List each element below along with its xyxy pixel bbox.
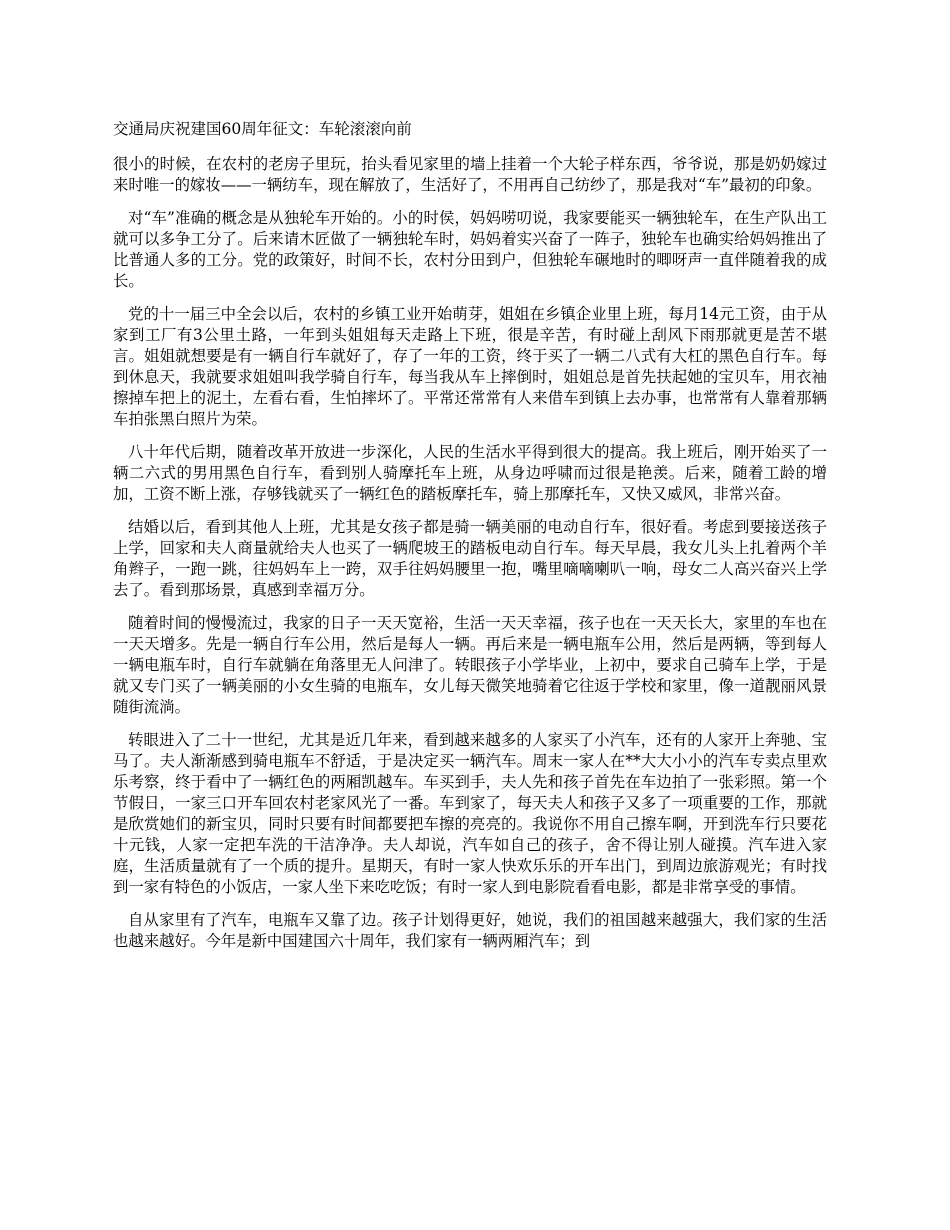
paragraph-1: 很小的时候，在农村的老房子里玩，抬头看见家里的墙上挂着一个大轮子样东西，爷爷说，那是奶奶嫁过来时唯一的嫁妆——一辆纺车，现在解放了，生活好了，不用再自己纺纱了，那是我对“车”最初的印象。 bbox=[113, 155, 827, 194]
paragraph-4: 八十年代后期，随着改革开放进一步深化，人民的生活水平得到很大的提高。我上班后，刚开始买了一辆二六式的男用黑色自行车，看到别人骑摩托车上班，从身边呼啸而过很是艳羡。后来，随着工龄的增加，工资不断上涨，存够钱就买了一辆红色的踏板摩托车，骑上那摩托车，又快又威风，非常兴奋。 bbox=[113, 443, 827, 503]
paragraph-8: 自从家里有了汽车，电瓶车又靠了边。孩子计划得更好，她说，我们的祖国越来越强大，我们家的生活也越来越好。今年是新中国建国六十周年，我们家有一辆两厢汽车；到 bbox=[113, 911, 827, 950]
paragraph-3: 党的十一届三中全会以后，农村的乡镇工业开始萌芽，姐姐在乡镇企业里上班，每月14元工资，由于从家到工厂有3公里土路，一年到头姐姐每天走路上下班，很是辛苦，有时碰上刮风下雨那就更是苦不堪言。姐姐就想要是有一辆自行车就好了，存了一年的工资，终于买了一辆二八式有大杠的黑色自行车。每到休息天，我就要求姐姐叫我学骑自行车，每当我从车上摔倒时，姐姐总是首先扶起她的宝贝车，用衣袖擦掉车把上的泥土，左看右看，生怕摔坏了。平常还常常有人来借车到镇上去办事，也常常有人靠着那辆车拍张黑白照片为荣。 bbox=[113, 305, 827, 428]
document-title: 交通局庆祝建国60周年征文：车轮滚滚向前 bbox=[113, 120, 412, 138]
paragraph-7: 转眼进入了二十一世纪，尤其是近几年来，看到越来越多的人家买了小汽车，还有的人家开上奔驰、宝马了。夫人渐渐感到骑电瓶车不舒适，于是决定买一辆汽车。周末一家人在**大大小小的汽车专卖点里欢乐考察，终于看中了一辆红色的两厢凯越车。车买到手，夫人先和孩子首先在车边拍了一张彩照。第一个节假日，一家三口开车回农村老家风光了一番。车到家了，每天夫人和孩子又多了一项重要的工作，那就是欣赏她们的新宝贝，同时只要有时间都要把车擦的亮亮的。我说你不用自己擦车啊，开到洗车行只要花十元钱，人家一定把车洗的干洁净净。夫人却说，汽车如自己的孩子，舍不得让别人碰摸。汽车进入家庭，生活质量就有了一个质的提升。星期天，有时一家人快欢乐乐的开车出门，到周边旅游观光；有时找到一家有特色的小饭店，一家人坐下来吃吃饭；有时一家人到电影院看看电影，都是非常享受的事情。 bbox=[113, 731, 827, 896]
paragraph-2: 对“车”准确的概念是从独轮车开始的。小的时侯，妈妈唠叨说，我家要能买一辆独轮车，在生产队出工就可以多争工分了。后来请木匠做了一辆独轮车时，妈妈着实兴奋了一阵子，独轮车也确实给妈妈推出了比普通人多的工分。党的政策好，时间不长，农村分田到户，但独轮车碾地时的唧呀声一直伴随着我的成长。 bbox=[113, 209, 827, 290]
paragraph-5: 结婚以后，看到其他人上班，尤其是女孩子都是骑一辆美丽的电动自行车，很好看。考虑到要接送孩子上学，回家和夫人商量就给夫人也买了一辆爬坡王的踏板电动自行车。每天早晨，我女儿头上扎着两个羊角辫子，一跑一跳，往妈妈车上一跨，双手往妈妈腰里一抱，嘴里嘀嘀喇叭一响，母女二人高兴奋兴上学去了。看到那场景，真感到幸福万分。 bbox=[113, 518, 827, 599]
paragraph-6: 随着时间的慢慢流过，我家的日子一天天宽裕，生活一天天幸福，孩子也在一天天长大，家里的车也在一天天增多。先是一辆自行车公用，然后是每人一辆。再后来是一辆电瓶车公用，然后是两辆，等到每人一辆电瓶车时，自行车就躺在角落里无人问津了。转眼孩子小学毕业，上初中，要求自己骑车上学，于是就又专门买了一辆美丽的小女生骑的电瓶车，女儿每天微笑地骑着它往返于学校和家里，像一道靓丽风景随街流淌。 bbox=[113, 614, 827, 716]
document-page bbox=[113, 118, 827, 964]
